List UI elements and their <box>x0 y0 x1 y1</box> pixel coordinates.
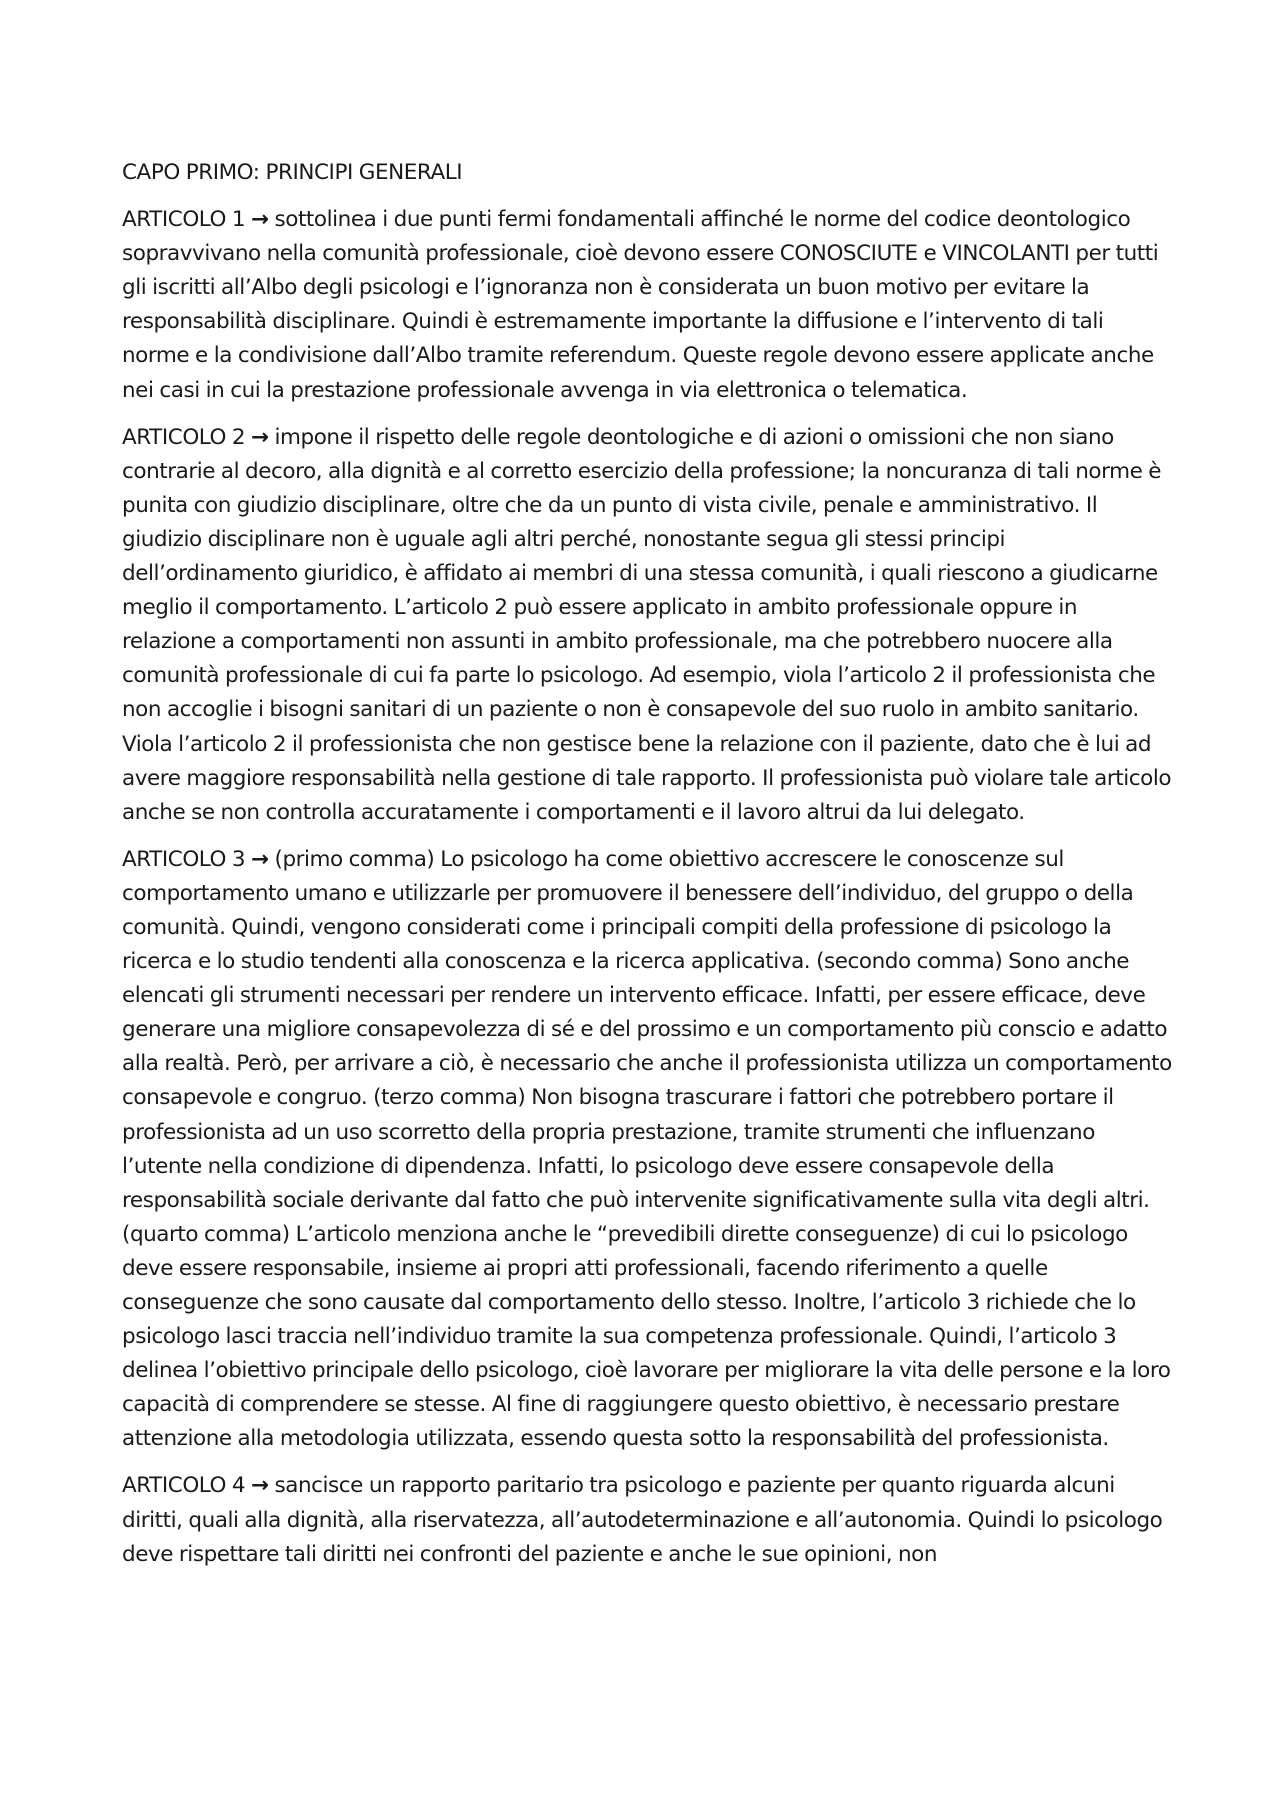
article-4-label: ARTICOLO 4 <box>122 1473 246 1499</box>
document-body <box>122 156 1172 1585</box>
article-4-paragraph <box>122 1469 1172 1571</box>
article-3-text: (primo comma) Lo psicologo ha come obiettivo accrescere le conoscenze sul comportamento umano e utilizzarle per promuovere il benessere dell’individuo, del gruppo o della comunità. Quindi, vengono considerati come i principali compiti della professione di psicologo la ricerca e lo studio tendenti alla conoscenza e la ricerca applicativa. (secondo comma) Sono anche elencati gli strumenti necessari per rendere un intervento efficace. Infatti, per essere efficace, deve generare una migliore consapevolezza di sé e del prossimo e un comportamento più conscio e adatto alla realtà. Però, per arrivare a ciò, è necessario che anche il professionista utilizza un comportamento consapevole e congruo. (terzo comma) Non bisogna trascurare i fattori che potrebbero portare il professionista ad un uso scorretto della propria prestazione, tramite strumenti che influenzano l’utente nella condizione di dipendenza. Infatti, lo psicologo deve essere consapevole della responsabilità sociale derivante dal fatto che può intervenite significativamente sulla vita degli altri. (quarto comma) L’articolo menziona anche le “prevedibili dirette conseguenze) di cui lo psicologo deve essere responsabile, insieme ai propri atti professionali, facendo riferimento a quelle conseguenze che sono causate dal comportamento dello stesso. Inoltre, l’articolo 3 richiede che lo psicologo lasci traccia nell’individuo tramite la sua competenza professionale. Quindi, l’articolo 3 delinea l’obiettivo principale dello psicologo, cioè lavorare per migliorare la vita delle persone e la loro capacità di comprendere se stesse. Al fine di raggiungere questo obiettivo, è necessario prestare attenzione alla metodologia utilizzata, essendo questa sotto la responsabilità del professionista. <box>122 846 1172 1452</box>
right-arrow-icon: → <box>251 207 269 233</box>
article-2-text: impone il rispetto delle regole deontologiche e di azioni o omissioni che non siano contrarie al decoro, alla dignità e al corretto esercizio della professione; la noncuranza di tali norme è punita con giudizio disciplinare, oltre che da un punto di vista civile, penale e amministrativo. Il giudizio disciplinare non è uguale agli altri perché, nonostante segua gli stessi principi dell’ordinamento giuridico, è affidato ai membri di una stessa comunità, i quali riescono a giudicarne meglio il comportamento. L’articolo 2 può essere applicato in ambito professionale oppure in relazione a comportamenti non assunti in ambito professionale, ma che potrebbero nuocere alla comunità professionale di cui fa parte lo psicologo. Ad esempio, viola l’articolo 2 il professionista che non accoglie i bisogni sanitari di un paziente o non è consapevole del suo ruolo in ambito sanitario. Viola l’articolo 2 il professionista che non gestisce bene la relazione con il paziente, dato che è lui ad avere maggiore responsabilità nella gestione di tale rapporto. Il professionista può violare tale articolo anche se non controlla accuratamente i comportamenti e il lavoro altrui da lui delegato. <box>122 424 1172 825</box>
chapter-heading: CAPO PRIMO: PRINCIPI GENERALI <box>122 160 463 185</box>
article-3-paragraph <box>122 843 1172 1457</box>
article-3-label: ARTICOLO 3 <box>122 846 246 872</box>
article-1-label: ARTICOLO 1 <box>122 207 246 233</box>
right-arrow-icon: → <box>251 424 269 450</box>
article-1-paragraph <box>122 203 1172 408</box>
right-arrow-icon: → <box>251 1473 269 1499</box>
article-4-text: sancisce un rapporto paritario tra psicologo e paziente per quanto riguarda alcuni diritti, quali alla dignità, alla riservatezza, all’autodeterminazione e all’autonomia. Quindi lo psicologo deve rispettare tali diritti nei confronti del paziente e anche le sue opinioni, non <box>122 1473 1163 1567</box>
article-2-label: ARTICOLO 2 <box>122 424 246 450</box>
right-arrow-icon: → <box>251 846 269 872</box>
article-1-text: sottolinea i due punti fermi fondamentali affinché le norme del codice deontologico sopravvivano nella comunità professionale, cioè devono essere CONOSCIUTE e VINCOLANTI per tutti gli iscritti all’Albo degli psicologi e l’ignoranza non è considerata un buon motivo per evitare la responsabilità disciplinare. Quindi è estremamente importante la diffusione e l’intervento di tali norme e la condivisione dall’Albo tramite referendum. Queste regole devono essere applicate anche nei casi in cui la prestazione professionale avvenga in via elettronica o telematica. <box>122 207 1159 403</box>
article-2-paragraph <box>122 421 1172 830</box>
